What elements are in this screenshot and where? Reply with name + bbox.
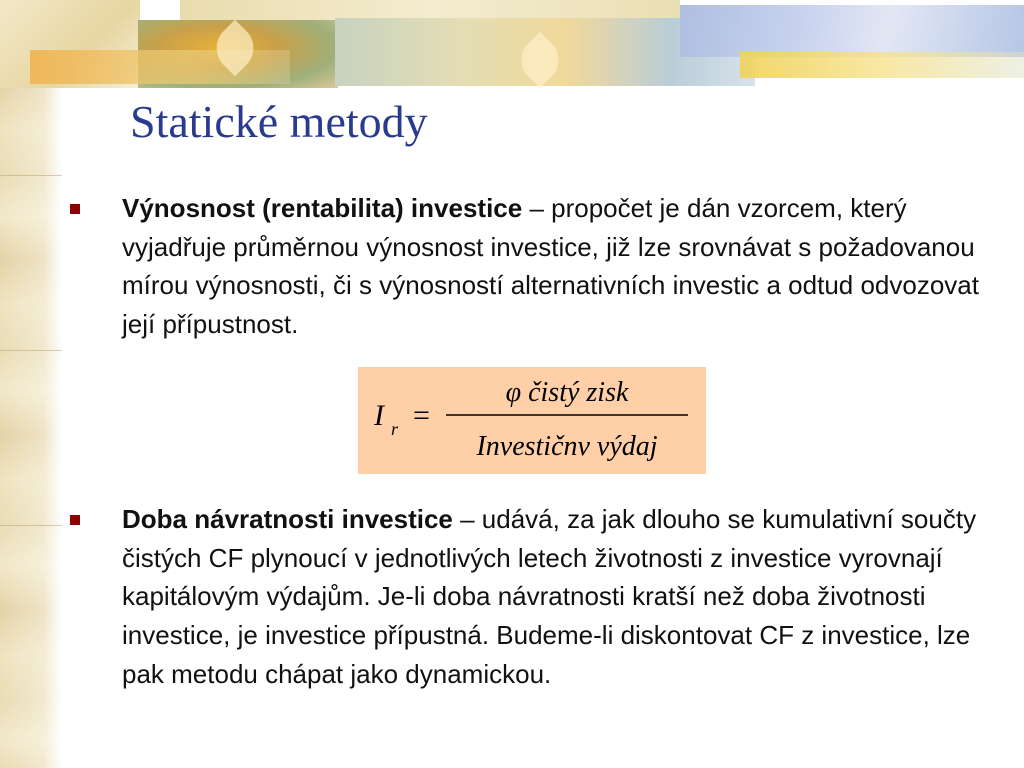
strip-seam: [0, 175, 62, 176]
bullet-text: – propočet je dán vzorcem, který vyjadřuje průměrnou výnosnost investice, již lze srovnávat s požadovanou mírou výnosnosti, či s výnosností alternativních investic a odtud odvozovat její přípustnost.: [122, 193, 979, 340]
formula-denominator: Investičnv výdaj: [476, 431, 658, 462]
left-decorative-strip: [0, 0, 62, 768]
strip-seam: [0, 350, 62, 351]
formula-box: [358, 367, 706, 474]
bullet-paragraph-1: [122, 189, 1006, 344]
formula-lhs-subscript: r: [391, 419, 399, 439]
bullet-square-icon: [70, 204, 80, 214]
strip-seam: [0, 525, 62, 526]
formula-svg: [358, 367, 706, 474]
decor-tile: [680, 5, 1024, 57]
bullet-square-icon: [70, 515, 80, 525]
formula-equals: =: [413, 399, 430, 432]
bullet-text: – udává, za jak dlouho se kumulativní součty čistých CF plynoucí v jednotlivých letech životnosti z investice vyrovnají kapitálovým výdajům. Je-li doba návratnosti kratší než doba životnosti investice, je investice přípustná. Budeme-li diskontovat CF z investice, lze pak metodu chápat jako dynamickou.: [122, 504, 977, 689]
formula-lhs-symbol: I: [374, 399, 384, 432]
slide-title: Statické metody: [130, 96, 428, 147]
bullet-term: Doba návratnosti investice: [122, 504, 453, 534]
decor-tile: [740, 52, 1024, 78]
top-decorative-band: [0, 0, 1024, 88]
formula-numerator: φ čistý zisk: [505, 377, 629, 408]
bullet-paragraph-2: [122, 500, 1006, 694]
bullet-term: Výnosnost (rentabilita) investice: [122, 193, 523, 223]
